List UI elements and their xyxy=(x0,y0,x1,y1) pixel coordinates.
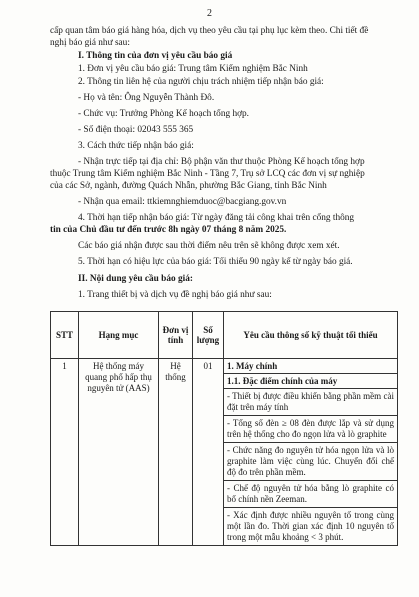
deadline-line: 4. Thời hạn tiếp nhận báo giá: Từ ngày đăng tải công khai trên cổng thông xyxy=(78,213,355,223)
requirement-item: - Chế độ nguyên tử hóa bằng lò graphite có bổ chính nền Zeeman. xyxy=(224,481,398,508)
email-line: - Nhận qua email: ttkiemnghiemduoc@bacgiang.gov.vn xyxy=(78,197,287,207)
direct-address: - Nhận trực tiếp tại địa chỉ: Bộ phận văn thư thuộc Phòng Kế hoạch tổng hợp xyxy=(78,157,365,167)
column-header: Số lượng xyxy=(193,312,224,359)
column-header: Hạng mục xyxy=(79,312,159,359)
unit-cell: Hệ thống xyxy=(159,359,193,546)
table-header-row xyxy=(51,312,398,359)
requirement-item: - Chức năng đo nguyên tử hóa ngọn lửa và lò graphite làm việc cùng lúc. Chuyển đổi chế độ đo trên phần mềm. xyxy=(224,443,398,481)
spec-subtitle: 1.1. Đặc điểm chính của máy xyxy=(224,374,398,389)
page-number: 2 xyxy=(207,8,212,19)
late-note: Các báo giá nhận được sau thời điểm nêu trên sẽ không được xem xét. xyxy=(78,241,340,251)
requirement-item: - Thiết bị được điều khiển bằng phần mềm cài đặt trên máy tính xyxy=(224,389,398,416)
requirement-item: - Tổng số đèn ≥ 08 đèn được lắp và sử dụng trên hệ thống cho đo ngọn lửa và lò graphite xyxy=(224,416,398,443)
contact-name: - Họ và tên: Ông Nguyễn Thành Đô. xyxy=(78,93,215,103)
requesting-unit: 1. Đơn vị yêu cầu báo giá: Trung tâm Kiểm nghiệm Bắc Ninh xyxy=(78,64,308,74)
validity-line: 5. Thời hạn có hiệu lực của báo giá: Tối thiểu 90 ngày kể từ ngày báo giá. xyxy=(78,257,353,267)
intro-line: cấp quan tâm báo giá hàng hóa, dịch vụ theo yêu cầu tại phụ lục kèm theo. Chi tiết đề xyxy=(50,26,369,36)
stt-cell: 1 xyxy=(51,359,79,546)
column-header: STT xyxy=(51,312,79,359)
quantity-cell: 01 xyxy=(193,359,224,546)
contact-phone: - Số điện thoại: 02043 555 365 xyxy=(78,125,194,135)
column-header: Yêu cầu thông số kỹ thuật tối thiểu xyxy=(224,312,398,359)
contact-role: - Chức vụ: Trưởng Phòng Kế hoạch tổng hợp. xyxy=(78,109,249,119)
intro-line: nghị báo giá như sau: xyxy=(50,38,130,48)
contact-info-heading: 2. Thông tin liên hệ của người chịu trách nhiệm tiếp nhận báo giá: xyxy=(78,77,324,87)
item-cell: Hệ thống máy quang phổ hấp thụ nguyên tử (AAS) xyxy=(79,359,159,546)
table-row xyxy=(51,359,398,374)
equipment-intro: 1. Trang thiết bị và dịch vụ đề nghị báo giá như sau: xyxy=(78,290,272,300)
receive-method-heading: 3. Cách thức tiếp nhận báo giá: xyxy=(78,141,194,151)
requirement-item: - Xác định được nhiều nguyên tố trong cùng một lần đo. Thời gian xác định 10 nguyên tố trong một mẫu khoảng < 3 phút. xyxy=(224,508,398,546)
section-heading: II. Nội dung yêu cầu báo giá: xyxy=(78,274,193,284)
spec-title: 1. Máy chính xyxy=(224,359,398,374)
section-heading: I. Thông tin của đơn vị yêu cầu báo giá xyxy=(78,51,233,61)
deadline-line: tin của Chủ đầu tư đến trước 8h ngày 07 tháng 8 năm 2025. xyxy=(50,225,287,235)
column-header: Đơn vị tính xyxy=(159,312,193,359)
direct-address: thuộc Trung tâm Kiểm nghiệm Bắc Ninh - Tầng 7, Trụ sở LCQ các đơn vị sự nghiệp xyxy=(50,169,365,179)
direct-address: của các Sở, ngành, đường Quách Nhẫn, phường Bắc Giang, tỉnh Bắc Ninh xyxy=(50,181,327,191)
equipment-table xyxy=(50,311,398,546)
